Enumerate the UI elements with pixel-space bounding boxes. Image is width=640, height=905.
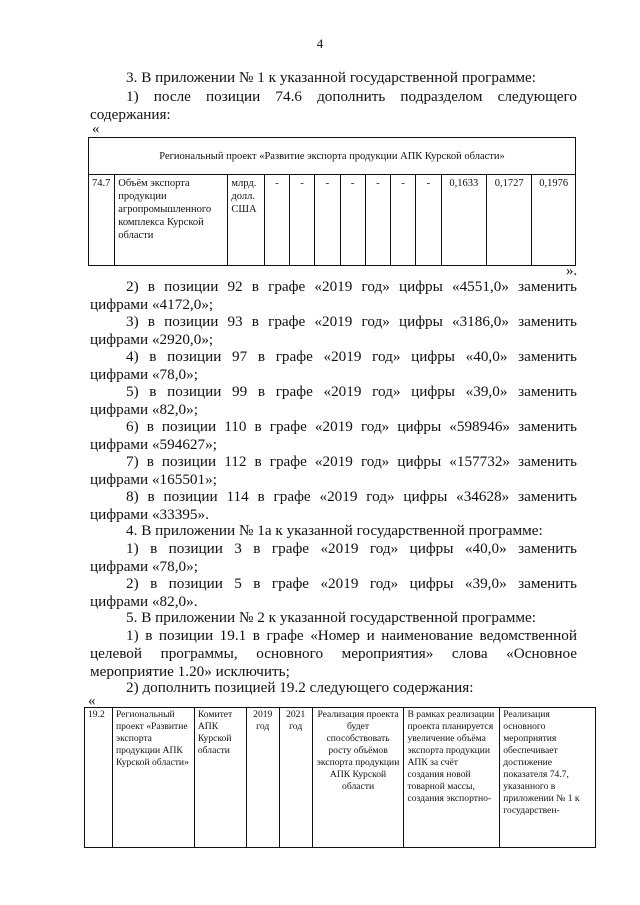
section-3-item-4-line-2: цифрами «78,0»; [90, 366, 198, 383]
section-4-item-1-line-2: цифрами «78,0»; [90, 558, 198, 575]
table-1-row-number: 74.7 [89, 175, 115, 266]
table-1-dash: - [264, 175, 289, 266]
section-5-item-1-line-2: целевой программы, основного мероприятия» слова «Основное [90, 645, 577, 662]
open-quote-1: « [92, 121, 100, 137]
section-3-item-7-line-1: 7) в позиции 112 в графе «2019 год» цифры «157732» заменить [126, 453, 577, 470]
section-3-item-6-line-1: 6) в позиции 110 в графе «2019 год» цифры «598946» заменить [126, 418, 577, 435]
table-1-unit: млрд. долл. США [228, 175, 264, 266]
section-3-item-1-line-1: 1) после позиции 74.6 дополнить подразделом следующего [126, 88, 577, 105]
table-2-row-number: 19.2 [85, 708, 113, 848]
activity-table [84, 707, 596, 848]
table-2-main-directions: В рамках реализации проекта планируется увеличение объёма экспорта продукции АПК за счёт создания новой товарной массы, создания экспортно- [404, 708, 500, 848]
section-5-item-2: 2) дополнить позицией 19.2 следующего содержания: [126, 679, 474, 696]
table-1-dash: - [315, 175, 340, 266]
section-4-item-2-line-2: цифрами «82,0». [90, 593, 198, 610]
page-number: 4 [316, 36, 324, 51]
section-3-heading: 3. В приложении № 1 к указанной государственной программе: [126, 69, 536, 86]
table-1-value-2021: 0,1976 [532, 175, 576, 266]
table-1-dash: - [340, 175, 365, 266]
section-3-item-5-line-2: цифрами «82,0»; [90, 401, 198, 418]
table-1-dash: - [365, 175, 390, 266]
section-3-item-3-line-2: цифрами «2920,0»; [90, 331, 214, 348]
section-3-item-2-line-1: 2) в позиции 92 в графе «2019 год» цифры «4551,0» заменить [126, 278, 577, 295]
section-3-item-2-line-2: цифрами «4172,0»; [90, 296, 214, 313]
table-1-dash: - [416, 175, 441, 266]
open-quote-2: « [88, 693, 96, 709]
table-row [85, 708, 596, 848]
section-3-item-8-line-1: 8) в позиции 114 в графе «2019 год» цифры «34628» заменить [126, 488, 577, 505]
table-2-executor: Комитет АПК Курской области [194, 708, 246, 848]
section-5-item-1-line-3: мероприятие 1.20» исключить; [90, 663, 290, 680]
table-1-dash: - [391, 175, 416, 266]
section-3-item-1-line-2: содержания: [90, 106, 171, 123]
section-3-item-3-line-1: 3) в позиции 93 в графе «2019 год» цифры «3186,0» заменить [126, 313, 577, 330]
table-2-end-year: 2021 год [279, 708, 312, 848]
table-2-indicator-link: Реализация основного мероприятия обеспечивает достижение показателя 74.7, указанного в приложении № 1 к государствен- [500, 708, 596, 848]
section-4-item-1-line-1: 1) в позиции 3 в графе «2019 год» цифры «40,0» заменить [126, 540, 577, 557]
section-3-item-4-line-1: 4) в позиции 97 в графе «2019 год» цифры «40,0» заменить [126, 348, 577, 365]
section-3-item-5-line-1: 5) в позиции 99 в графе «2019 год» цифры «39,0» заменить [126, 383, 577, 400]
section-5-item-1-line-1: 1) в позиции 19.1 в графе «Номер и наименование ведомственной [126, 627, 577, 644]
table-1-header: Региональный проект «Развитие экспорта продукции АПК Курской области» [89, 138, 576, 175]
table-1-indicator-name: Объём экспорта продукции агропромышленного комплекса Курской области [115, 175, 228, 266]
table-1-value-2019: 0,1633 [441, 175, 486, 266]
section-4-heading: 4. В приложении № 1а к указанной государственной программе: [126, 522, 543, 539]
section-3-item-7-line-2: цифрами «165501»; [90, 471, 217, 488]
section-4-item-2-line-1: 2) в позиции 5 в графе «2019 год» цифры «39,0» заменить [126, 575, 577, 592]
table-1-value-2020: 0,1727 [486, 175, 531, 266]
section-5-heading: 5. В приложении № 2 к указанной государственной программе: [126, 609, 536, 626]
section-3-item-8-line-2: цифрами «33395». [90, 506, 209, 523]
table-row [89, 175, 576, 266]
table-2-program-name: Региональный проект «Развитие экспорта продукции АПК Курской области» [112, 708, 194, 848]
section-3-item-6-line-2: цифрами «594627»; [90, 436, 217, 453]
indicator-table [88, 137, 576, 266]
table-2-start-year: 2019 год [246, 708, 279, 848]
close-quote-1: ». [566, 263, 578, 279]
table-1-dash: - [290, 175, 315, 266]
table-2-expected-result: Реализация проекта будет способствовать росту объёмов экспорта продукции АПК Курской области [312, 708, 404, 848]
